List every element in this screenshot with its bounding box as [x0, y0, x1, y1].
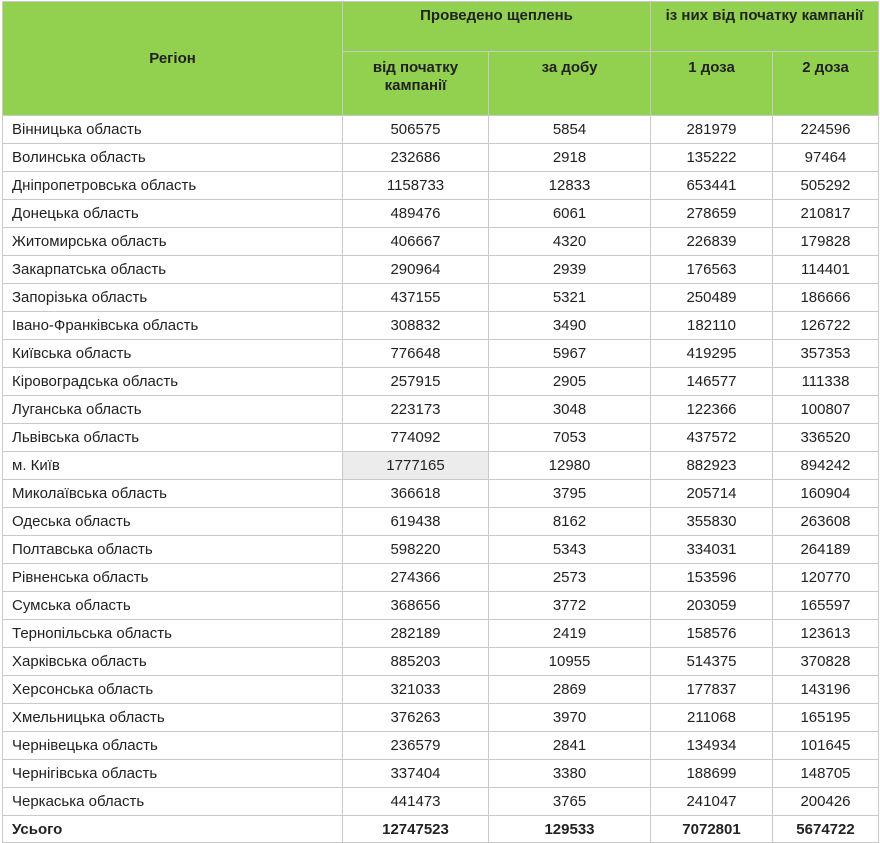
cell-since-start: 619438	[343, 508, 489, 536]
cell-dose1: 334031	[651, 536, 773, 564]
total-since-start: 12747523	[343, 816, 489, 843]
cell-region: Кіровоградська область	[3, 368, 343, 396]
cell-dose2: 336520	[773, 424, 879, 452]
cell-dose1: 146577	[651, 368, 773, 396]
cell-per-day: 3380	[489, 760, 651, 788]
cell-dose1: 514375	[651, 648, 773, 676]
table-row	[3, 648, 879, 676]
cell-dose2: 123613	[773, 620, 879, 648]
cell-since-start: 236579	[343, 732, 489, 760]
cell-dose2: 101645	[773, 732, 879, 760]
table-row	[3, 368, 879, 396]
total-per-day: 129533	[489, 816, 651, 843]
cell-per-day: 12833	[489, 172, 651, 200]
cell-since-start: 489476	[343, 200, 489, 228]
cell-per-day: 2905	[489, 368, 651, 396]
cell-dose1: 153596	[651, 564, 773, 592]
cell-per-day: 4320	[489, 228, 651, 256]
table-row	[3, 536, 879, 564]
cell-dose1: 281979	[651, 116, 773, 144]
vaccination-table	[2, 1, 879, 843]
cell-dose2: 505292	[773, 172, 879, 200]
cell-dose2: 97464	[773, 144, 879, 172]
cell-region: Волинська область	[3, 144, 343, 172]
cell-per-day: 5967	[489, 340, 651, 368]
table-row	[3, 620, 879, 648]
cell-since-start: 441473	[343, 788, 489, 816]
cell-dose2: 111338	[773, 368, 879, 396]
cell-dose2: 224596	[773, 116, 879, 144]
cell-dose2: 370828	[773, 648, 879, 676]
header-since-start: від початку кампанії	[343, 52, 489, 116]
cell-since-start: 774092	[343, 424, 489, 452]
cell-region: Миколаївська область	[3, 480, 343, 508]
cell-per-day: 7053	[489, 424, 651, 452]
table-header	[3, 2, 879, 116]
cell-since-start: 321033	[343, 676, 489, 704]
cell-dose2: 179828	[773, 228, 879, 256]
table-row	[3, 256, 879, 284]
total-row	[3, 816, 879, 843]
header-dose2: 2 доза	[773, 52, 879, 116]
cell-since-start: 274366	[343, 564, 489, 592]
cell-dose1: 250489	[651, 284, 773, 312]
header-dose1: 1 доза	[651, 52, 773, 116]
cell-dose2: 186666	[773, 284, 879, 312]
cell-dose1: 205714	[651, 480, 773, 508]
cell-region: Херсонська область	[3, 676, 343, 704]
cell-per-day: 5343	[489, 536, 651, 564]
cell-region: Дніпропетровська область	[3, 172, 343, 200]
cell-since-start: 337404	[343, 760, 489, 788]
cell-dose1: 177837	[651, 676, 773, 704]
cell-per-day: 2918	[489, 144, 651, 172]
cell-since-start: 257915	[343, 368, 489, 396]
cell-dose1: 419295	[651, 340, 773, 368]
cell-since-start: 885203	[343, 648, 489, 676]
cell-per-day: 3772	[489, 592, 651, 620]
table-row	[3, 396, 879, 424]
cell-since-start: 1777165	[343, 452, 489, 480]
cell-dose2: 143196	[773, 676, 879, 704]
cell-dose1: 182110	[651, 312, 773, 340]
cell-dose2: 264189	[773, 536, 879, 564]
cell-since-start: 376263	[343, 704, 489, 732]
cell-region: Київська область	[3, 340, 343, 368]
cell-dose1: 134934	[651, 732, 773, 760]
header-of-them: із них від початку кампанії	[651, 2, 879, 52]
cell-dose2: 263608	[773, 508, 879, 536]
cell-dose2: 200426	[773, 788, 879, 816]
cell-region: Тернопільська область	[3, 620, 343, 648]
cell-region: Луганська область	[3, 396, 343, 424]
table-row	[3, 144, 879, 172]
cell-per-day: 3765	[489, 788, 651, 816]
cell-dose1: 176563	[651, 256, 773, 284]
cell-dose1: 241047	[651, 788, 773, 816]
header-per-day: за добу	[489, 52, 651, 116]
cell-dose1: 158576	[651, 620, 773, 648]
cell-region: Черкаська область	[3, 788, 343, 816]
cell-per-day: 10955	[489, 648, 651, 676]
cell-region: Закарпатська область	[3, 256, 343, 284]
cell-dose2: 100807	[773, 396, 879, 424]
table-row	[3, 116, 879, 144]
cell-dose2: 210817	[773, 200, 879, 228]
cell-region: Хмельницька область	[3, 704, 343, 732]
cell-dose1: 226839	[651, 228, 773, 256]
cell-dose2: 357353	[773, 340, 879, 368]
cell-since-start: 223173	[343, 396, 489, 424]
cell-region: Запорізька область	[3, 284, 343, 312]
table-row	[3, 284, 879, 312]
cell-region: Донецька область	[3, 200, 343, 228]
cell-region: Чернігівська область	[3, 760, 343, 788]
table-row	[3, 592, 879, 620]
cell-dose2: 114401	[773, 256, 879, 284]
cell-region: Вінницька область	[3, 116, 343, 144]
cell-per-day: 2841	[489, 732, 651, 760]
cell-since-start: 1158733	[343, 172, 489, 200]
cell-since-start: 290964	[343, 256, 489, 284]
cell-dose1: 203059	[651, 592, 773, 620]
cell-region: м. Київ	[3, 452, 343, 480]
table-body	[3, 116, 879, 843]
cell-dose2: 160904	[773, 480, 879, 508]
table-row	[3, 760, 879, 788]
cell-dose1: 211068	[651, 704, 773, 732]
table-row	[3, 564, 879, 592]
table-row	[3, 340, 879, 368]
cell-per-day: 2869	[489, 676, 651, 704]
cell-per-day: 2573	[489, 564, 651, 592]
cell-region: Харківська область	[3, 648, 343, 676]
cell-since-start: 368656	[343, 592, 489, 620]
cell-region: Одеська область	[3, 508, 343, 536]
cell-per-day: 5854	[489, 116, 651, 144]
table-row	[3, 312, 879, 340]
cell-dose1: 882923	[651, 452, 773, 480]
cell-per-day: 6061	[489, 200, 651, 228]
cell-dose1: 135222	[651, 144, 773, 172]
cell-per-day: 5321	[489, 284, 651, 312]
header-region: Регіон	[3, 2, 343, 116]
cell-dose1: 653441	[651, 172, 773, 200]
table-row	[3, 676, 879, 704]
cell-dose1: 278659	[651, 200, 773, 228]
cell-per-day: 2419	[489, 620, 651, 648]
cell-since-start: 282189	[343, 620, 489, 648]
cell-dose1: 437572	[651, 424, 773, 452]
cell-dose2: 148705	[773, 760, 879, 788]
cell-dose2: 126722	[773, 312, 879, 340]
cell-since-start: 776648	[343, 340, 489, 368]
cell-per-day: 3048	[489, 396, 651, 424]
table-row	[3, 452, 879, 480]
table-row	[3, 508, 879, 536]
cell-per-day: 3970	[489, 704, 651, 732]
cell-region: Сумська область	[3, 592, 343, 620]
total-dose2: 5674722	[773, 816, 879, 843]
table-row	[3, 200, 879, 228]
cell-dose2: 894242	[773, 452, 879, 480]
cell-region: Львівська область	[3, 424, 343, 452]
table-row	[3, 172, 879, 200]
cell-since-start: 366618	[343, 480, 489, 508]
cell-since-start: 437155	[343, 284, 489, 312]
cell-dose1: 355830	[651, 508, 773, 536]
cell-per-day: 8162	[489, 508, 651, 536]
table-row	[3, 424, 879, 452]
cell-per-day: 3490	[489, 312, 651, 340]
table-row	[3, 704, 879, 732]
cell-dose2: 165195	[773, 704, 879, 732]
cell-per-day: 3795	[489, 480, 651, 508]
cell-since-start: 308832	[343, 312, 489, 340]
total-label: Усього	[3, 816, 343, 843]
table-row	[3, 788, 879, 816]
header-vaccinations: Проведено щеплень	[343, 2, 651, 52]
cell-region: Полтавська область	[3, 536, 343, 564]
cell-since-start: 598220	[343, 536, 489, 564]
cell-region: Житомирська область	[3, 228, 343, 256]
cell-per-day: 2939	[489, 256, 651, 284]
cell-region: Рівненська область	[3, 564, 343, 592]
cell-dose2: 120770	[773, 564, 879, 592]
cell-since-start: 506575	[343, 116, 489, 144]
table-row	[3, 732, 879, 760]
cell-region: Чернівецька область	[3, 732, 343, 760]
cell-dose1: 188699	[651, 760, 773, 788]
cell-dose2: 165597	[773, 592, 879, 620]
table-row	[3, 480, 879, 508]
cell-region: Івано-Франківська область	[3, 312, 343, 340]
cell-per-day: 12980	[489, 452, 651, 480]
cell-since-start: 406667	[343, 228, 489, 256]
table-row	[3, 228, 879, 256]
total-dose1: 7072801	[651, 816, 773, 843]
cell-dose1: 122366	[651, 396, 773, 424]
cell-since-start: 232686	[343, 144, 489, 172]
